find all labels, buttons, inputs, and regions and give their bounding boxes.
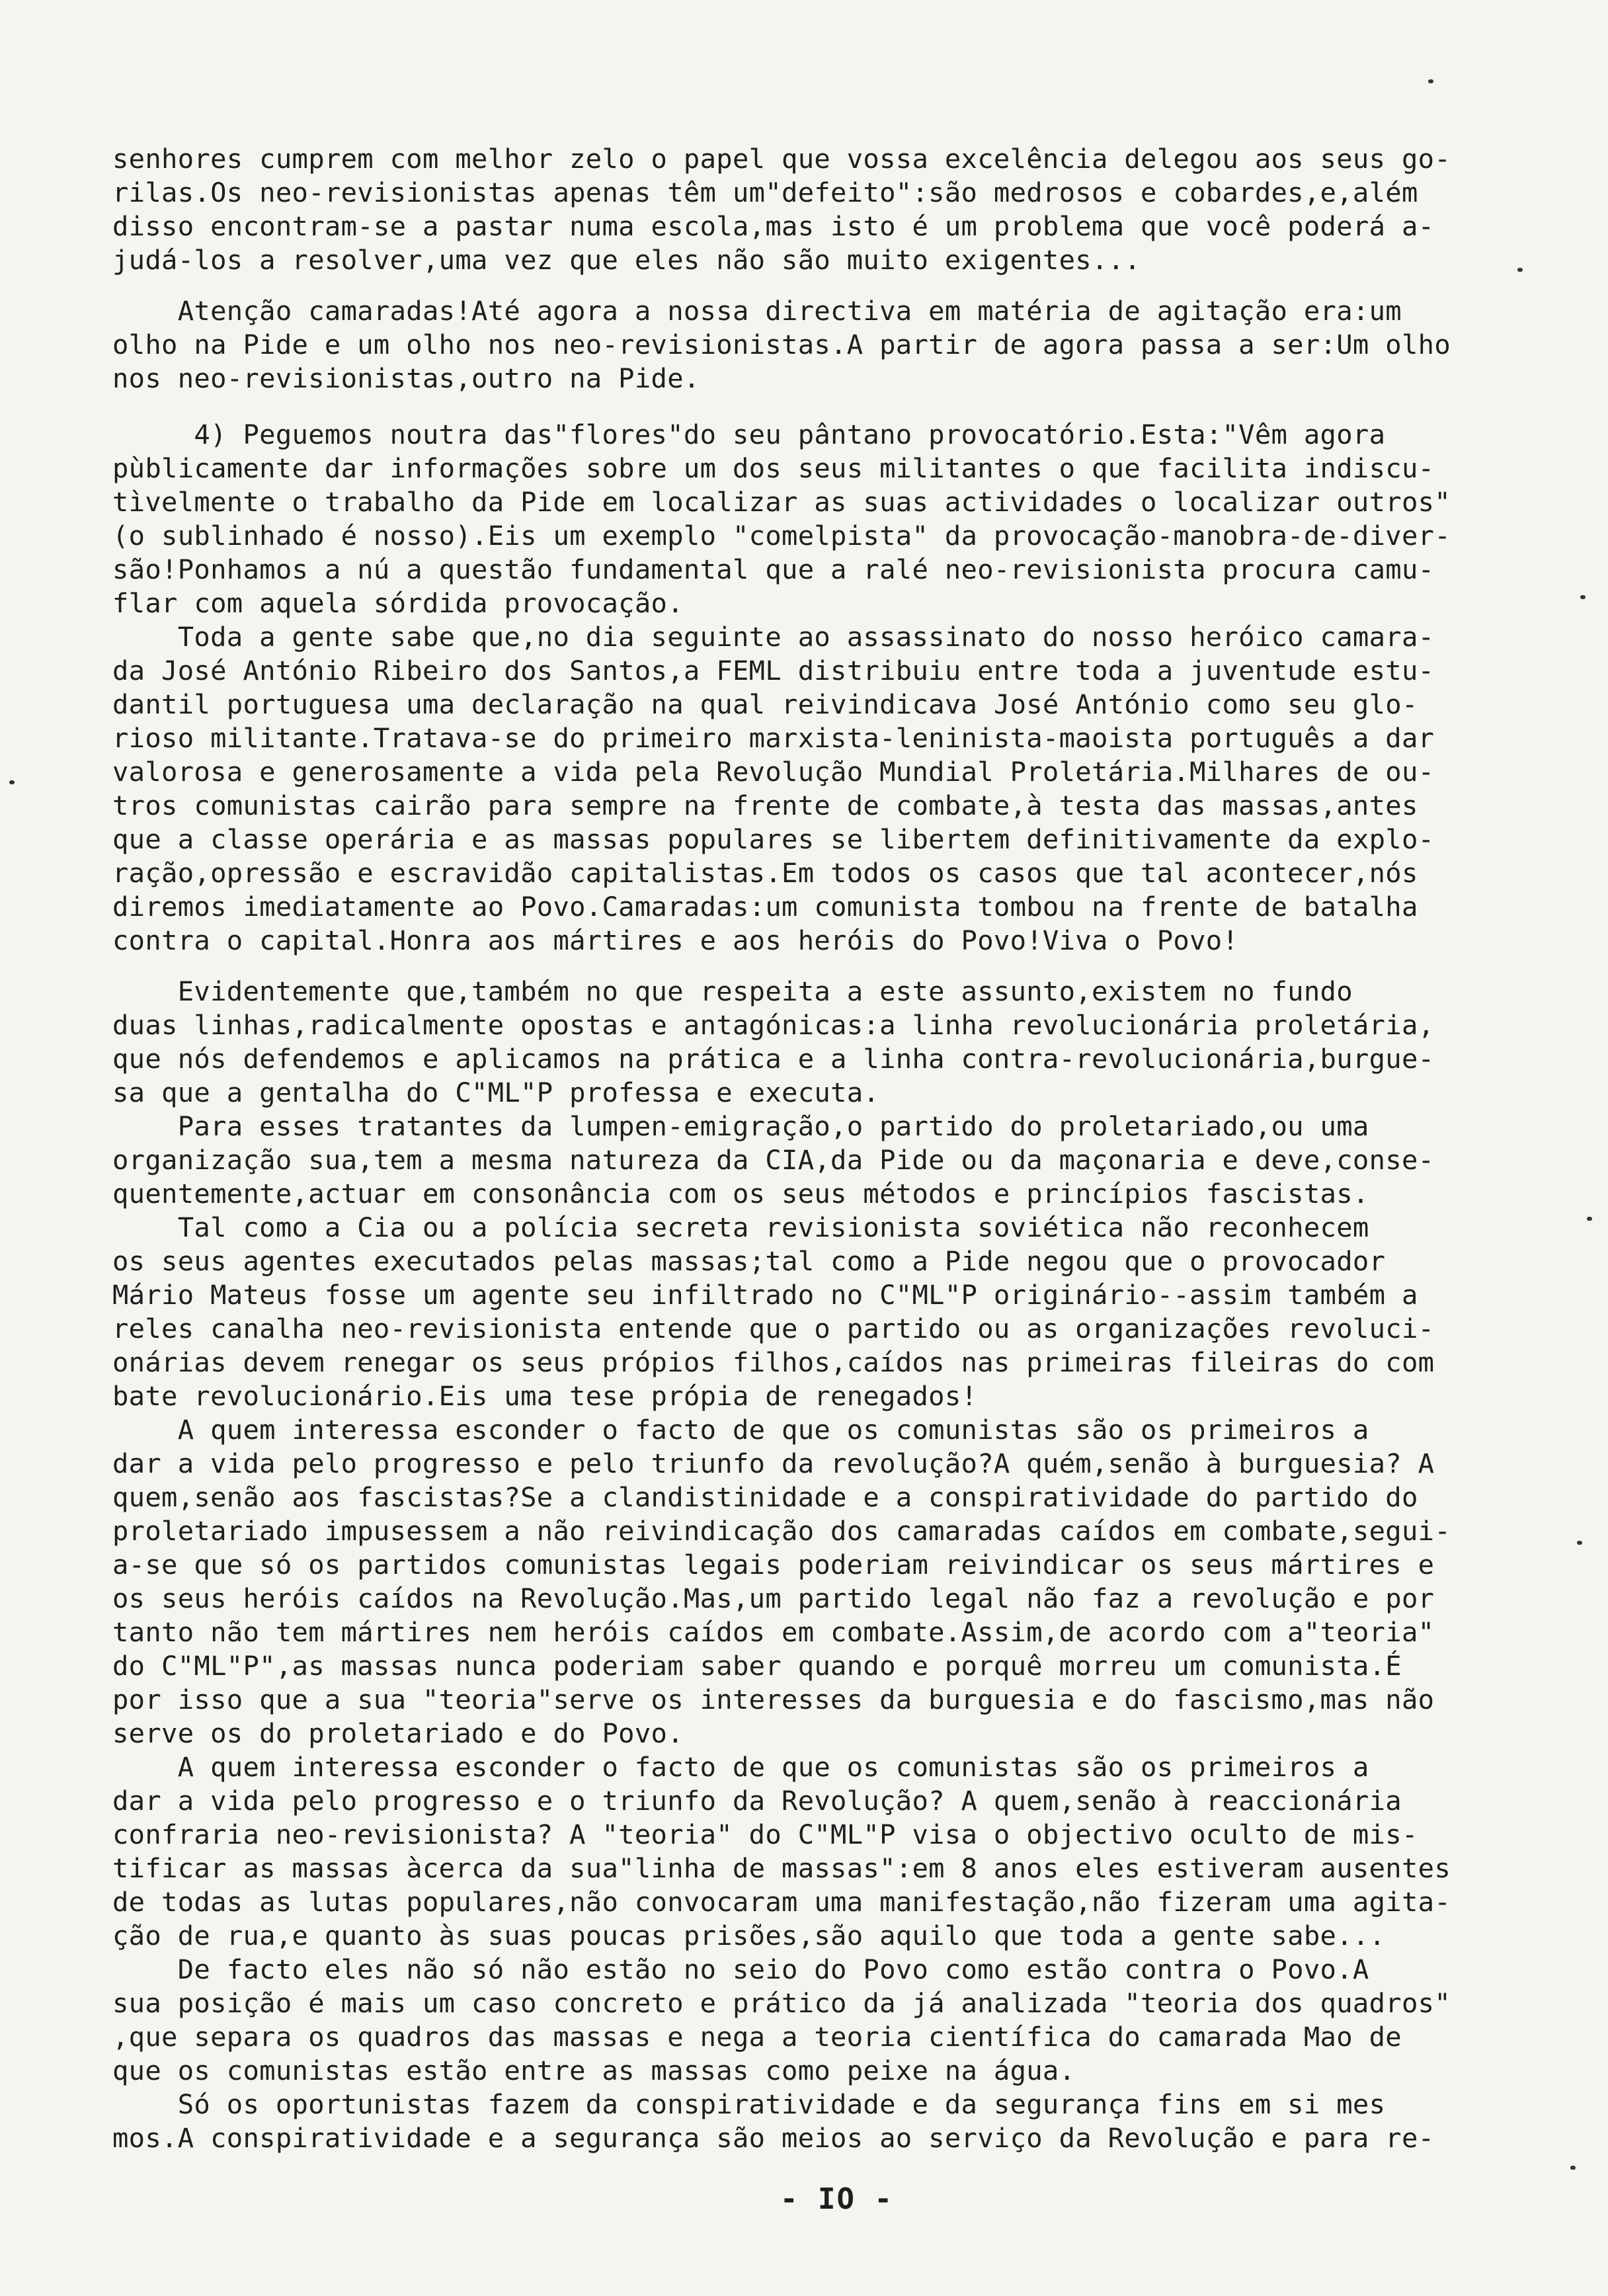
text-line: organização sua,tem a mesma natureza da CIA,da Pide ou da maçonaria e deve,conse- xyxy=(112,1144,1435,1176)
text-line: tificar as massas àcerca da sua"linha de massas":em 8 anos eles estiveram ausentes xyxy=(112,1852,1451,1884)
scan-speck xyxy=(1517,268,1523,272)
scan-speck xyxy=(1580,595,1586,599)
text-line: dar a vida pelo progresso e pelo triunfo da revolução?A quém,senão à burguesia? A xyxy=(112,1448,1435,1479)
page-number: - IO - xyxy=(780,2182,893,2216)
text-line: dar a vida pelo progresso e o triunfo da Revolução? A quem,senão à reaccionária xyxy=(112,1785,1402,1817)
text-line: ,que separa os quadros das massas e nega a teoria científica do camarada Mao de xyxy=(112,2021,1402,2053)
text-line: proletariado impusessem a não reivindicação dos camaradas caídos em combate,segui- xyxy=(112,1515,1451,1547)
text-line: reles canalha neo-revisionista entende que o partido ou as organizações revoluci- xyxy=(112,1313,1435,1344)
text-line: do C"ML"P",as massas nunca poderiam saber quando e porquê morreu um comunista.É xyxy=(112,1650,1402,1682)
text-line: os seus heróis caídos na Revolução.Mas,um partido legal não faz a revolução e por xyxy=(112,1582,1435,1614)
text-line: tros comunistas cairão para sempre na frente de combate,à testa das massas,antes xyxy=(112,790,1418,821)
text-line: olho na Pide e um olho nos neo-revisionistas.A partir de agora passa a ser:Um olho xyxy=(112,329,1451,360)
text-line: (o sublinhado é nosso).Eis um exemplo "comelpista" da provocação-manobra-de-diver- xyxy=(112,520,1451,552)
text-line: rilas.Os neo-revisionistas apenas têm um"defeito":são medrosos e cobardes,e,além xyxy=(112,177,1418,208)
text-line: De facto eles não só não estão no seio do Povo como estão contra o Povo.A xyxy=(112,1953,1369,1985)
text-line: diremos imediatamente ao Povo.Camaradas:um comunista tombou na frente de batalha xyxy=(112,891,1418,922)
text-line: contra o capital.Honra aos mártires e aos heróis do Povo!Viva o Povo! xyxy=(112,924,1239,956)
text-line: por isso que a sua "teoria"serve os interesses da burguesia e do fascismo,mas não xyxy=(112,1684,1435,1715)
text-line: disso encontram-se a pastar numa escola,mas isto é um problema que você poderá a- xyxy=(112,210,1435,242)
text-line: dantil portuguesa uma declaração na qual reivindicava José António como seu glo- xyxy=(112,688,1418,720)
text-line: quem,senão aos fascistas?Se a clandistinidade e a conspiratividade do partido do xyxy=(112,1481,1418,1513)
text-line: Só os oportunistas fazem da conspiratividade e da segurança fins em si mes xyxy=(112,2088,1386,2120)
scan-speck xyxy=(1577,1541,1582,1545)
text-line: judá-los a resolver,uma vez que eles não são muito exigentes... xyxy=(112,244,1141,276)
text-line: que a classe operária e as massas populares se libertem definitivamente da explo- xyxy=(112,823,1435,855)
text-line: ração,opressão e escravidão capitalistas.Em todos os casos que tal acontecer,nós xyxy=(112,857,1418,889)
text-line: bate revolucionário.Eis uma tese própia de renegados! xyxy=(112,1380,978,1412)
text-line: pùblicamente dar informações sobre um dos seus militantes o que facilita indiscu- xyxy=(112,452,1435,484)
text-line: sua posição é mais um caso concreto e prático da já analizada "teoria dos quadros" xyxy=(112,1987,1451,2019)
text-line: mos.A conspiratividade e a segurança são meios ao serviço da Revolução e para re- xyxy=(112,2122,1435,2154)
text-line: que os comunistas estão entre as massas como peixe na água. xyxy=(112,2055,1076,2086)
text-line: 4) Peguemos noutra das"flores"do seu pântano provocatório.Esta:"Vêm agora xyxy=(112,419,1386,450)
text-line: ção de rua,e quanto às suas poucas prisões,são aquilo que toda a gente sabe... xyxy=(112,1920,1386,1951)
paragraph-2 xyxy=(112,294,1527,395)
text-line: tìvelmente o trabalho da Pide em localizar as suas actividades o localizar outros" xyxy=(112,486,1451,518)
text-line: de todas as lutas populares,não convocaram uma manifestação,não fizeram uma agita- xyxy=(112,1886,1451,1918)
text-line: valorosa e generosamente a vida pela Revolução Mundial Proletária.Milhares de ou- xyxy=(112,756,1435,788)
text-line: da José António Ribeiro dos Santos,a FEML distribuiu entre toda a juventude estu- xyxy=(112,655,1435,686)
text-line: quentemente,actuar em consonância com os seus métodos e princípios fascistas. xyxy=(112,1178,1369,1210)
scan-speck xyxy=(1570,2166,1576,2170)
text-line: Atenção camaradas!Até agora a nossa directiva em matéria de agitação era:um xyxy=(112,295,1402,327)
text-line: Para esses tratantes da lumpen-emigração,o partido do proletariado,ou uma xyxy=(112,1110,1369,1142)
text-line: tanto não tem mártires nem heróis caídos em combate.Assim,de acordo com a"teoria" xyxy=(112,1616,1435,1648)
text-line: sa que a gentalha do C"ML"P professa e executa. xyxy=(112,1077,880,1108)
scan-speck xyxy=(9,780,15,784)
text-line: são!Ponhamos a nú a questão fundamental que a ralé neo-revisionista procura camu- xyxy=(112,554,1435,585)
text-line: que nós defendemos e aplicamos na prática e a linha contra-revolucionária,burgue- xyxy=(112,1043,1435,1075)
text-line: Toda a gente sabe que,no dia seguinte ao assassinato do nosso heróico camara- xyxy=(112,621,1435,653)
text-line: A quem interessa esconder o facto de que os comunistas são os primeiros a xyxy=(112,1751,1369,1783)
text-line: a-se que só os partidos comunistas legais poderiam reivindicar os seus mártires e xyxy=(112,1549,1435,1580)
scan-speck xyxy=(1587,1217,1592,1221)
text-line: Tal como a Cia ou a polícia secreta revisionista soviética não reconhecem xyxy=(112,1211,1369,1243)
text-line: senhores cumprem com melhor zelo o papel que vossa excelência delegou aos seus go- xyxy=(112,143,1451,175)
text-line: rioso militante.Tratava-se do primeiro marxista-leninista-maoista português a dar xyxy=(112,722,1435,754)
text-line: A quem interessa esconder o facto de que os comunistas são os primeiros a xyxy=(112,1414,1369,1446)
scan-speck xyxy=(1428,79,1433,83)
text-line: serve os do proletariado e do Povo. xyxy=(112,1717,684,1749)
paragraph-3 xyxy=(112,418,1527,958)
text-line: os seus agentes executados pelas massas;tal como a Pide negou que o provocador xyxy=(112,1245,1386,1277)
paragraph-4 xyxy=(112,975,1527,2155)
text-line: Evidentemente que,também no que respeita a este assunto,existem no fundo xyxy=(112,975,1353,1007)
document-body xyxy=(112,142,1527,2155)
text-line: nos neo-revisionistas,outro na Pide. xyxy=(112,362,700,394)
paragraph-1 xyxy=(112,142,1527,277)
text-line: confraria neo-revisionista? A "teoria" do C"ML"P visa o objectivo oculto de mis- xyxy=(112,1819,1418,1850)
text-line: Mário Mateus fosse um agente seu infiltrado no C"ML"P originário--assim também a xyxy=(112,1279,1418,1311)
text-line: onárias devem renegar os seus própios filhos,caídos nas primeiras fileiras do com xyxy=(112,1346,1435,1378)
text-line: flar com aquela sórdida provocação. xyxy=(112,587,684,619)
text-line: duas linhas,radicalmente opostas e antagónicas:a linha revolucionária proletária, xyxy=(112,1009,1435,1041)
